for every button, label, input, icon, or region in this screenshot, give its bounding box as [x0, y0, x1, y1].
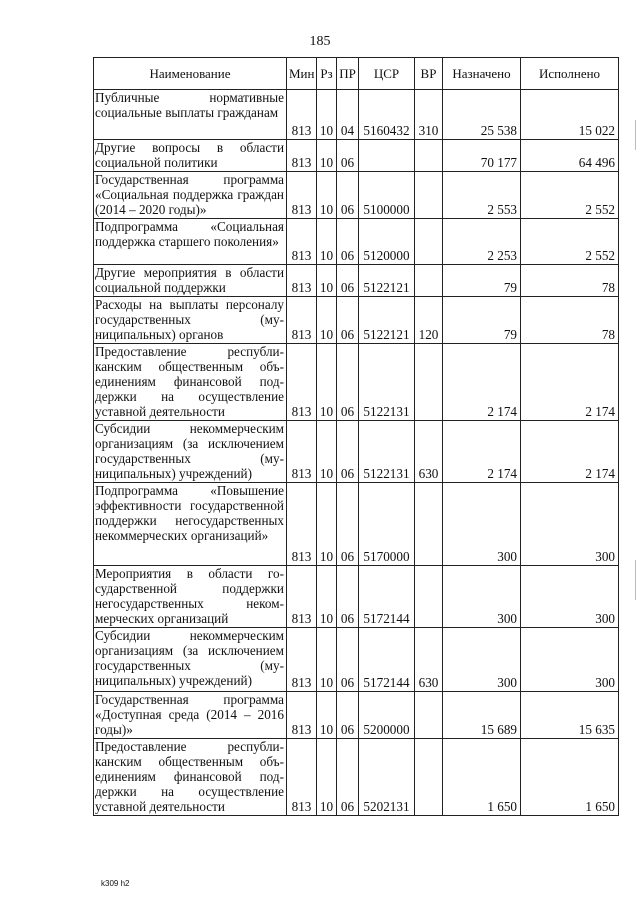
table-row: [94, 739, 619, 816]
cell-csr: 5100000: [359, 172, 415, 219]
cell-vr: [415, 692, 443, 739]
cell-csr: 5200000: [359, 692, 415, 739]
cell-pr: 06: [337, 140, 359, 172]
cell-vr: [415, 483, 443, 566]
cell-pr: 06: [337, 628, 359, 692]
table-row: [94, 566, 619, 628]
header-executed: Исполнено: [521, 58, 619, 90]
cell-csr: 5172144: [359, 566, 415, 628]
cell-pr: 06: [337, 739, 359, 816]
table-row: [94, 219, 619, 265]
cell-executed: 78: [521, 265, 619, 297]
header-rz: Рз: [317, 58, 337, 90]
cell-executed: 78: [521, 297, 619, 344]
cell-name: Субсидии некоммерческим организациям (за исключением государственных (муниципальных) учреждений): [94, 421, 287, 483]
cell-name: Подпрограмма «Социальная поддержка старшего поколения»: [94, 219, 287, 265]
cell-min: 813: [287, 566, 317, 628]
cell-pr: 06: [337, 172, 359, 219]
cell-pr: 06: [337, 566, 359, 628]
cell-pr: 06: [337, 344, 359, 421]
cell-executed: 64 496: [521, 140, 619, 172]
cell-vr: 120: [415, 297, 443, 344]
cell-assigned: 1 650: [443, 739, 521, 816]
cell-rz: 10: [317, 297, 337, 344]
header-pr: ПР: [337, 58, 359, 90]
cell-executed: 2 174: [521, 421, 619, 483]
cell-rz: 10: [317, 692, 337, 739]
cell-rz: 10: [317, 344, 337, 421]
cell-rz: 10: [317, 421, 337, 483]
header-vr: ВР: [415, 58, 443, 90]
cell-vr: 630: [415, 628, 443, 692]
cell-min: 813: [287, 90, 317, 140]
cell-rz: 10: [317, 140, 337, 172]
cell-min: 813: [287, 483, 317, 566]
cell-min: 813: [287, 265, 317, 297]
cell-name: Другие мероприятия в области социальной поддержки: [94, 265, 287, 297]
cell-rz: 10: [317, 483, 337, 566]
cell-assigned: 2 174: [443, 421, 521, 483]
cell-csr: 5170000: [359, 483, 415, 566]
cell-executed: 2 174: [521, 344, 619, 421]
cell-rz: 10: [317, 265, 337, 297]
cell-pr: 06: [337, 483, 359, 566]
cell-csr: 5122121: [359, 297, 415, 344]
table-row: [94, 140, 619, 172]
cell-rz: 10: [317, 628, 337, 692]
cell-csr: 5160432: [359, 90, 415, 140]
cell-assigned: 79: [443, 297, 521, 344]
cell-vr: 630: [415, 421, 443, 483]
cell-assigned: 300: [443, 566, 521, 628]
cell-vr: [415, 739, 443, 816]
header-csr: ЦСР: [359, 58, 415, 90]
footer-code: k309 h2: [101, 879, 130, 888]
cell-assigned: 15 689: [443, 692, 521, 739]
cell-min: 813: [287, 344, 317, 421]
cell-name: Подпрограмма «Повышение эффективности государственной поддержки негосударственных некоммерческих организаций»: [94, 483, 287, 566]
cell-rz: 10: [317, 566, 337, 628]
cell-assigned: 300: [443, 483, 521, 566]
cell-csr: 5122131: [359, 421, 415, 483]
cell-executed: 1 650: [521, 739, 619, 816]
header-name: Наименование: [94, 58, 287, 90]
header-assigned: Назначено: [443, 58, 521, 90]
cell-rz: 10: [317, 219, 337, 265]
cell-executed: 2 552: [521, 172, 619, 219]
cell-rz: 10: [317, 90, 337, 140]
cell-name: Предоставление республиканским общественным объединениям финансовой поддержки на осуществление уставной деятельности: [94, 344, 287, 421]
edge-mark: [635, 120, 636, 150]
table-header-row: [94, 58, 619, 90]
header-min: Мин: [287, 58, 317, 90]
table-row: [94, 265, 619, 297]
cell-vr: [415, 265, 443, 297]
cell-assigned: 2 174: [443, 344, 521, 421]
cell-name: Публичные нормативные социальные выплаты гражданам: [94, 90, 287, 140]
table-row: [94, 90, 619, 140]
cell-csr: 5122131: [359, 344, 415, 421]
cell-name: Другие вопросы в области социальной политики: [94, 140, 287, 172]
budget-table: [93, 57, 619, 816]
table-row: [94, 344, 619, 421]
cell-assigned: 70 177: [443, 140, 521, 172]
table-row: [94, 421, 619, 483]
cell-name: Расходы на выплаты персоналу государственных (муниципальных) органов: [94, 297, 287, 344]
cell-name: Государственная программа «Доступная среда (2014 – 2016 годы)»: [94, 692, 287, 739]
cell-name: Мероприятия в области государственной поддержки негосударственных некоммерческих организаций: [94, 566, 287, 628]
table-row: [94, 297, 619, 344]
table-row: [94, 172, 619, 219]
cell-min: 813: [287, 628, 317, 692]
cell-executed: 15 022: [521, 90, 619, 140]
cell-min: 813: [287, 421, 317, 483]
cell-assigned: 2 253: [443, 219, 521, 265]
cell-csr: 5122121: [359, 265, 415, 297]
cell-pr: 06: [337, 692, 359, 739]
cell-csr: 5172144: [359, 628, 415, 692]
cell-csr: 5202131: [359, 739, 415, 816]
cell-pr: 04: [337, 90, 359, 140]
cell-vr: [415, 344, 443, 421]
cell-vr: [415, 140, 443, 172]
cell-vr: 310: [415, 90, 443, 140]
cell-pr: 06: [337, 219, 359, 265]
cell-vr: [415, 219, 443, 265]
cell-min: 813: [287, 739, 317, 816]
table-row: [94, 692, 619, 739]
cell-executed: 300: [521, 628, 619, 692]
cell-rz: 10: [317, 172, 337, 219]
cell-assigned: 300: [443, 628, 521, 692]
cell-assigned: 79: [443, 265, 521, 297]
cell-min: 813: [287, 140, 317, 172]
cell-name: Предоставление республиканским общественным объединениям финансовой поддержки на осуществление уставной деятельности: [94, 739, 287, 816]
cell-csr: [359, 140, 415, 172]
cell-min: 813: [287, 219, 317, 265]
table-row: [94, 483, 619, 566]
page-number: 185: [309, 34, 331, 49]
cell-name: Государственная программа «Социальная поддержка граждан (2014 – 2020 годы)»: [94, 172, 287, 219]
cell-min: 813: [287, 297, 317, 344]
cell-rz: 10: [317, 739, 337, 816]
cell-min: 813: [287, 692, 317, 739]
cell-name: Субсидии некоммерческим организациям (за исключением государственных (муниципальных) учреждений): [94, 628, 287, 692]
cell-executed: 2 552: [521, 219, 619, 265]
cell-executed: 15 635: [521, 692, 619, 739]
cell-pr: 06: [337, 297, 359, 344]
cell-assigned: 25 538: [443, 90, 521, 140]
cell-vr: [415, 172, 443, 219]
cell-executed: 300: [521, 566, 619, 628]
table-row: [94, 628, 619, 692]
cell-executed: 300: [521, 483, 619, 566]
edge-mark: [635, 560, 636, 600]
cell-pr: 06: [337, 265, 359, 297]
cell-pr: 06: [337, 421, 359, 483]
cell-min: 813: [287, 172, 317, 219]
cell-vr: [415, 566, 443, 628]
cell-csr: 5120000: [359, 219, 415, 265]
cell-assigned: 2 553: [443, 172, 521, 219]
